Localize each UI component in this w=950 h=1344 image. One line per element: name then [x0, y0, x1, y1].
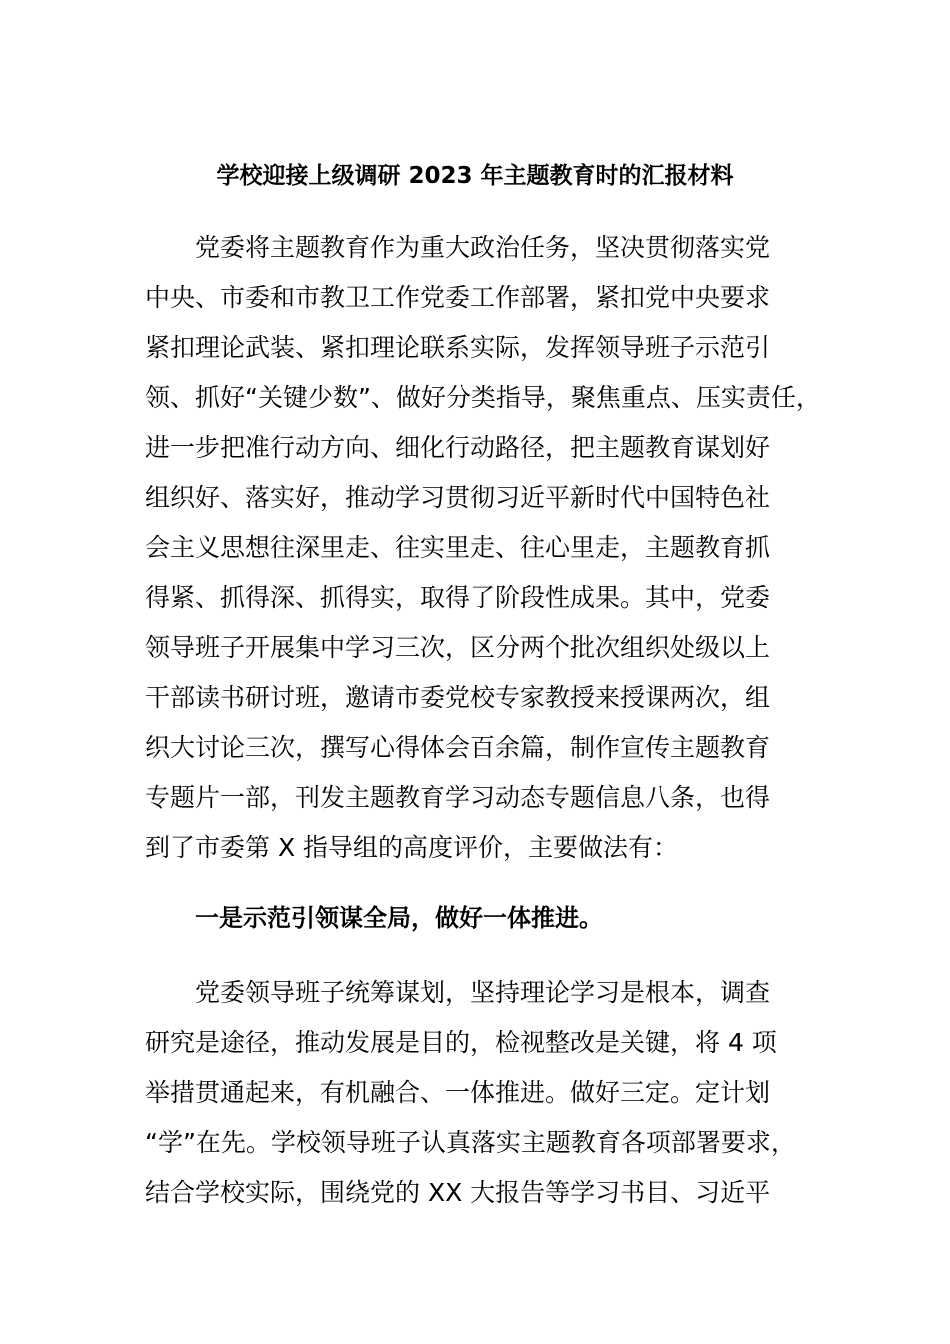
paragraph-line: 中央、市委和市教卫工作党委工作部署，紧扣党中央要求	[145, 283, 771, 312]
paragraph-line: 领、抓好“关键少数”、做好分类指导，聚焦重点、压实责任，	[145, 383, 821, 412]
paragraph-line: 党委将主题教育作为重大政治任务，坚决贯彻落实党	[195, 233, 771, 262]
paragraph-line: 得紧、抓得深、抓得实，取得了阶段性成果。其中，党委	[145, 583, 771, 612]
paragraph-line: 进一步把准行动方向、细化行动路径，把主题教育谋划好	[145, 433, 771, 462]
paragraph-line: 到了市委第 X 指导组的高度评价，主要做法有：	[145, 833, 679, 862]
paragraph-line: “学”在先。学校领导班子认真落实主题教育各项部署要求，	[145, 1128, 796, 1157]
paragraph-line: 紧扣理论武装、紧扣理论联系实际，发挥领导班子示范引	[145, 333, 771, 362]
paragraph-line: 织大讨论三次，撰写心得体会百余篇，制作宣传主题教育	[145, 733, 771, 762]
paragraph-line: 会主义思想往深里走、往实里走、往心里走，主题教育抓	[145, 533, 771, 562]
paragraph-line: 举措贯通起来，有机融合、一体推进。做好三定。定计划	[145, 1078, 771, 1107]
section-heading: 一是示范引领谋全局，做好一体推进。	[195, 904, 603, 932]
paragraph-line: 干部读书研讨班，邀请市委党校专家教授来授课两次，组	[145, 683, 771, 712]
paragraph-line: 党委领导班子统筹谋划，坚持理论学习是根本，调查	[195, 978, 771, 1007]
paragraph-line: 结合学校实际，围绕党的 XX 大报告等学习书目、习近平	[145, 1178, 771, 1207]
paragraph-line: 组织好、落实好，推动学习贯彻习近平新时代中国特色社	[145, 483, 771, 512]
paragraph-line: 专题片一部，刊发主题教育学习动态专题信息八条，也得	[145, 783, 771, 812]
paragraph-line: 领导班子开展集中学习三次，区分两个批次组织处级以上	[145, 633, 771, 662]
paragraph-line: 研究是途径，推动发展是目的，检视整改是关键，将 4 项	[145, 1028, 777, 1057]
document-title: 学校迎接上级调研 2023 年主题教育时的汇报材料	[216, 163, 734, 189]
